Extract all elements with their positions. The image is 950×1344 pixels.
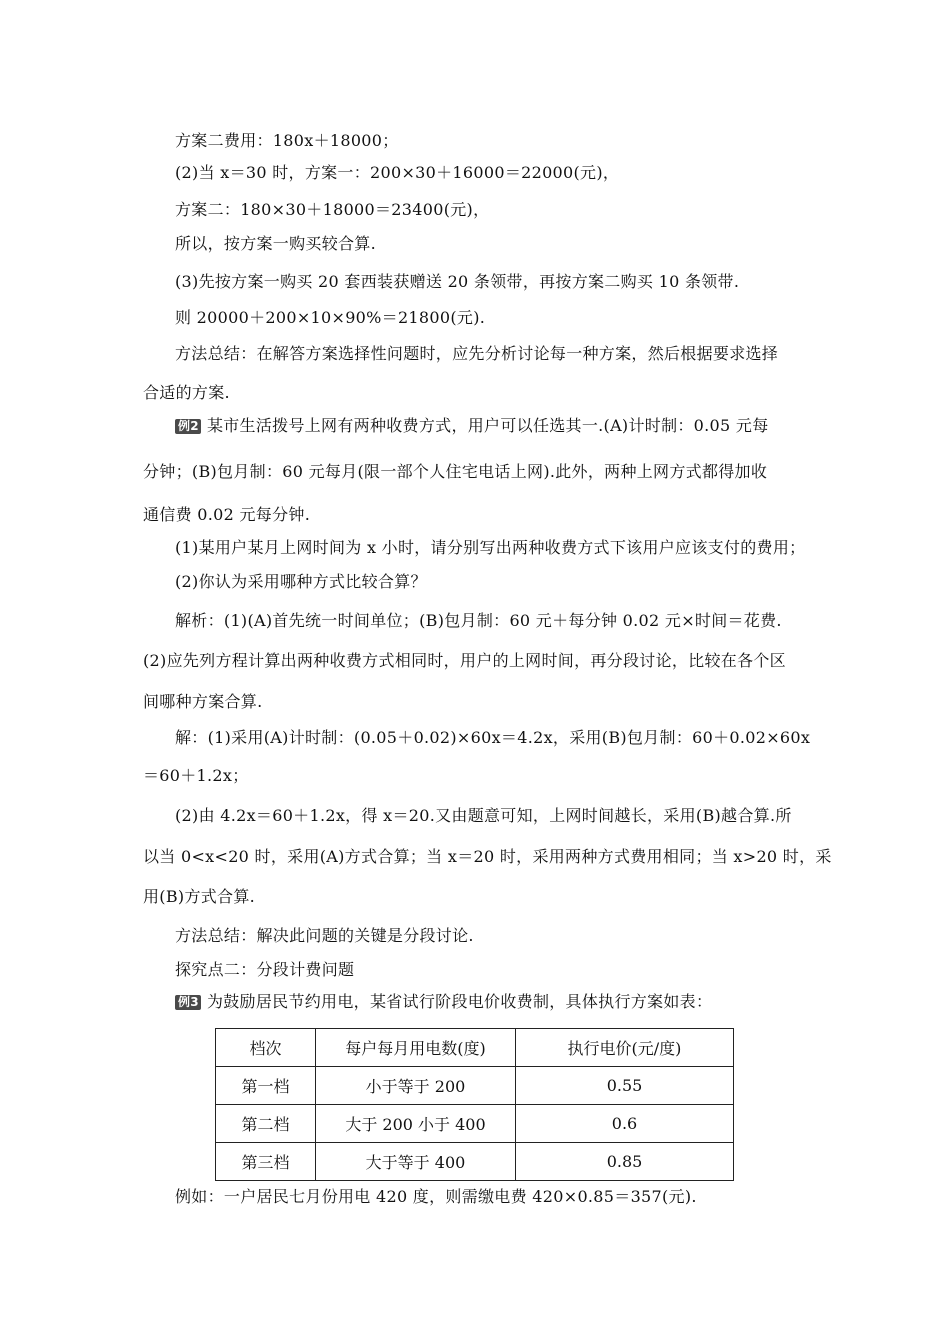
text-line: (2)由 4.2x＝60＋1.2x，得 x＝20.又由题意可知，上网时间越长，采用(B)越合算.所 xyxy=(175,806,792,825)
text-line: 则 20000＋200×10×90%＝21800(元). xyxy=(175,308,486,327)
text-line: 所以，按方案一购买较合算. xyxy=(175,234,376,253)
table-cell: 0.55 xyxy=(516,1067,734,1105)
table-header-cell: 档次 xyxy=(216,1029,316,1067)
text-line: 以当 0<x<20 时，采用(A)方式合算；当 x＝20 时，采用两种方式费用相同；当 x>20 时，采 xyxy=(143,847,832,866)
table-cell: 第二档 xyxy=(216,1105,316,1143)
table-header-cell: 执行电价(元/度) xyxy=(516,1029,734,1067)
text-line: 例如：一户居民七月份用电 420 度，则需缴电费 420×0.85＝357(元). xyxy=(175,1187,697,1206)
text-line: 方法总结：在解答方案选择性问题时，应先分析讨论每一种方案，然后根据要求选择 xyxy=(175,344,779,363)
table-cell: 第三档 xyxy=(216,1143,316,1181)
section-heading: 探究点二：分段计费问题 xyxy=(175,960,355,979)
text-line: (2)当 x＝30 时，方案一：200×30＋16000＝22000(元)， xyxy=(175,163,620,182)
text-line: (3)先按方案一购买 20 套西装获赠送 20 条领带，再按方案二购买 10 条领带. xyxy=(175,272,740,291)
text-line: 用(B)方式合算. xyxy=(143,887,256,906)
text-line: 间哪种方案合算. xyxy=(143,692,263,711)
table-cell: 0.6 xyxy=(516,1105,734,1143)
text-line: 分钟；(B)包月制：60 元每月(限一部个人住宅电话上网).此外，两种上网方式都得加收 xyxy=(143,462,768,481)
text-line: 解：(1)采用(A)计时制：(0.05＋0.02)×60x＝4.2x，采用(B)包月制：60＋0.02×60x xyxy=(175,728,811,747)
table-cell: 大于等于 400 xyxy=(316,1143,516,1181)
text-line: ＝60＋1.2x； xyxy=(143,766,249,785)
table-cell: 小于等于 200 xyxy=(316,1067,516,1105)
table-row xyxy=(216,1105,734,1143)
table-cell: 大于 200 小于 400 xyxy=(316,1105,516,1143)
example-2-text: 某市生活拨号上网有两种收费方式，用户可以任选其一.(A)计时制：0.05 元每 xyxy=(206,416,769,435)
table-header-cell: 每户每月用电数(度) xyxy=(316,1029,516,1067)
text-line: 解析：(1)(A)首先统一时间单位；(B)包月制：60 元＋每分钟 0.02 元×时间＝花费. xyxy=(175,611,782,630)
electricity-price-table xyxy=(215,1028,734,1181)
text-line: (1)某用户某月上网时间为 x 小时，请分别写出两种收费方式下该用户应该支付的费用； xyxy=(175,538,806,557)
example-2-badge: 例2 xyxy=(175,419,201,434)
text-line: 通信费 0.02 元每分钟. xyxy=(143,505,311,524)
example-3-badge: 例3 xyxy=(175,995,201,1010)
table-cell: 0.85 xyxy=(516,1143,734,1181)
table-row xyxy=(216,1067,734,1105)
example-2-line xyxy=(175,416,769,436)
text-line: (2)你认为采用哪种方式比较合算？ xyxy=(175,572,427,591)
table-cell: 第一档 xyxy=(216,1067,316,1105)
table-row xyxy=(216,1143,734,1181)
example-3-line xyxy=(175,992,712,1012)
text-line: (2)应先列方程计算出两种收费方式相同时，用户的上网时间，再分段讨论，比较在各个区 xyxy=(143,651,786,670)
example-3-text: 为鼓励居民节约用电，某省试行阶段电价收费制，具体执行方案如表： xyxy=(206,992,713,1011)
text-line: 方案二：180×30＋18000＝23400(元)， xyxy=(175,200,490,219)
text-line: 方法总结：解决此问题的关键是分段讨论. xyxy=(175,926,474,945)
text-line: 合适的方案. xyxy=(143,383,230,402)
text-line: 方案二费用：180x＋18000； xyxy=(175,131,399,150)
table-header-row xyxy=(216,1029,734,1067)
